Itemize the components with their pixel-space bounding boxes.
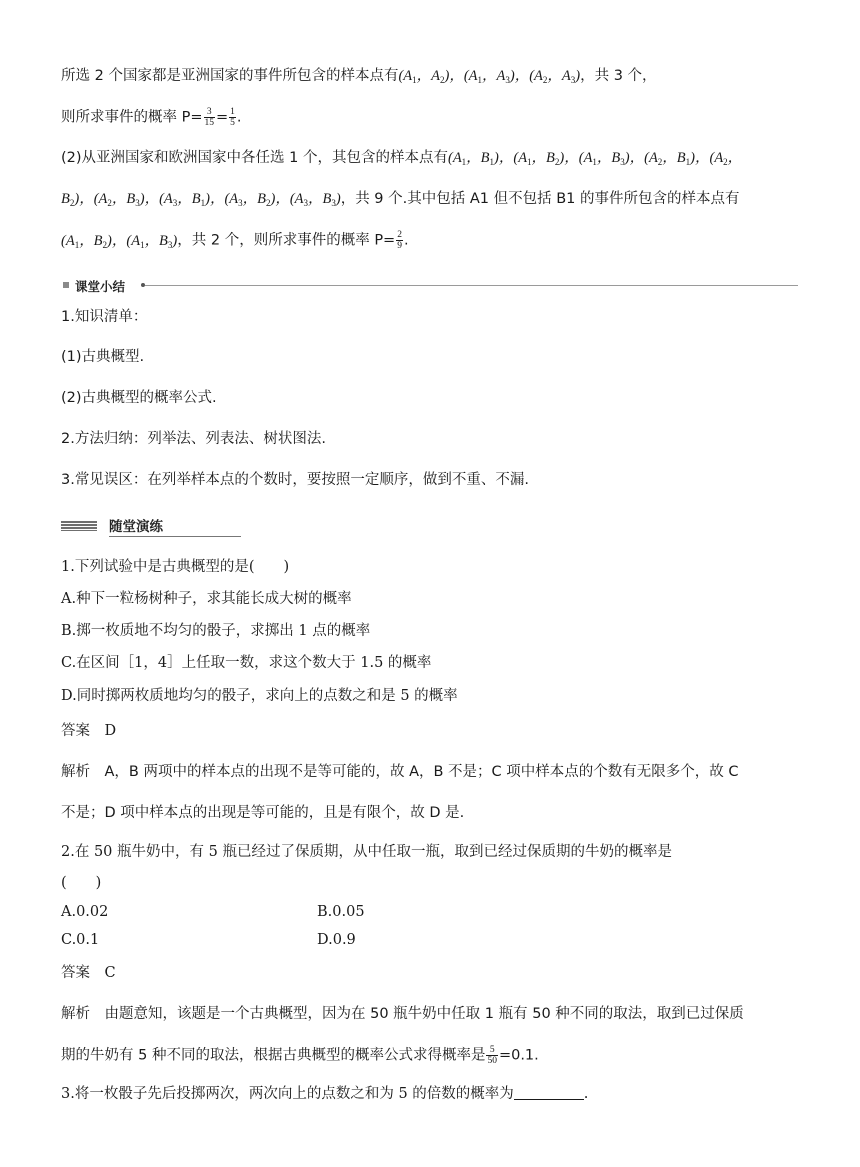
numerator: 1 — [230, 107, 235, 117]
analysis-1-line-1 — [61, 762, 739, 782]
analysis-label: 解析 — [61, 764, 90, 780]
summary-line: (2)古典概型的概率公式. — [61, 390, 217, 406]
text: 则所求事件的概率 P= — [61, 109, 203, 126]
sample-points: ($A_1$，$B_1$)，($A_1$，$B_2$)，($A_1$，$B_3$)，($A_2$，$B_1$)，($A_2$， — [447, 150, 743, 167]
text: ，共 3 个， — [580, 68, 657, 84]
divider — [145, 285, 798, 286]
bullet-square-icon — [63, 282, 69, 288]
text: =0.1. — [498, 1047, 539, 1064]
denominator: 9 — [397, 241, 402, 251]
text: ，共 9 个.其中包括 A1 但不包括 B1 的事件所包含的样本点有 — [340, 191, 740, 207]
striped-bar-icon — [61, 521, 97, 531]
text: . — [583, 1086, 589, 1102]
option-d: D.0.9 — [317, 932, 356, 948]
option-c: C.在区间［1，4］上任取一数，求这个数大于 1.5 的概率 — [61, 655, 432, 671]
section-title: 随堂演练 — [109, 519, 163, 535]
analysis-2-line-2 — [61, 1045, 539, 1066]
text: 3.将一枚骰子先后投掷两次，两次向上的点数之和为 5 的倍数的概率为 — [61, 1086, 514, 1102]
answer-blank[interactable] — [514, 1085, 584, 1100]
example-line-4 — [61, 189, 740, 213]
sample-points: ($A_1$，$A_2$)，($A_1$，$A_3$)，($A_2$，$A_3$) — [398, 68, 581, 85]
example-line-2 — [61, 107, 242, 128]
denominator: 50 — [487, 1056, 497, 1066]
analysis-label: 解析 — [61, 1006, 90, 1022]
analysis-1-line-2: 不是；D 项中样本点的出现是等可能的，且是有限个，故 D 是. — [61, 805, 465, 821]
text: 期的牛奶有 5 种不同的取法，根据古典概型的概率公式求得概率是 — [61, 1047, 486, 1064]
option-a: A.0.02 — [61, 904, 109, 920]
analysis-2-line-1 — [61, 1004, 744, 1024]
example-line-3 — [61, 148, 742, 172]
text: . — [236, 109, 242, 126]
option-b: B.0.05 — [317, 904, 365, 920]
answer-label: 答案 — [61, 965, 90, 981]
fraction — [396, 230, 403, 251]
example-line-5 — [61, 230, 409, 255]
answer-2 — [61, 963, 116, 983]
denominator: 5 — [230, 118, 235, 128]
question-2-paren: ( ) — [61, 875, 102, 891]
fraction — [204, 107, 216, 128]
numerator: 2 — [397, 230, 402, 240]
divider — [109, 536, 241, 537]
option-d: D.同时掷两枚质地均匀的骰子，求向上的点数之和是 5 的概率 — [61, 688, 458, 704]
question-1-stem: 1.下列试验中是古典概型的是( ) — [61, 559, 290, 575]
text: = — [216, 109, 229, 126]
text: . — [403, 232, 409, 249]
fraction — [486, 1045, 498, 1066]
summary-line: 2.方法归纳：列举法、列表法、树状图法. — [61, 431, 326, 447]
denominator: 15 — [204, 118, 215, 128]
answer-1 — [61, 721, 116, 741]
option-a: A.种下一粒杨树种子，求其能长成大树的概率 — [61, 591, 352, 607]
section-header-practice — [61, 515, 261, 535]
answer-label: 答案 — [61, 723, 90, 739]
text: 由题意知，该题是一个古典概型，因为在 50 瓶牛奶中任取 1 瓶有 50 种不同的取法，取到已过保质 — [104, 1006, 744, 1022]
summary-line: (1)古典概型. — [61, 349, 145, 365]
question-2-stem: 2.在 50 瓶牛奶中，有 5 瓶已经过了保质期，从中任取一瓶，取到已经过保质期的牛奶的概率是 — [61, 844, 672, 860]
text: 所选 2 个国家都是亚洲国家的事件所包含的样本点有 — [61, 68, 399, 84]
question-3-stem — [61, 1084, 588, 1104]
summary-line: 1.知识清单： — [61, 309, 148, 325]
section-header-summary — [61, 278, 798, 294]
numerator: 3 — [204, 107, 216, 118]
sample-points: $B_2$)，($A_2$，$B_3$)，($A_3$，$B_1$)，($A_3$，$B_2$)，($A_3$，$B_3$) — [61, 191, 341, 208]
option-b: B.掷一枚质地不均匀的骰子，求掷出 1 点的概率 — [61, 623, 371, 639]
text: ，共 2 个，则所求事件的概率 P= — [177, 232, 396, 249]
option-c: C.0.1 — [61, 932, 100, 948]
fraction — [229, 107, 236, 128]
text: A，B 两项中的样本点的出现不是等可能的，故 A，B 不是；C 项中样本点的个数有无限多个，故 C — [104, 764, 739, 780]
answer-value: C — [104, 965, 116, 981]
answer-value: D — [104, 723, 117, 739]
section-title: 课堂小结 — [75, 279, 126, 294]
text: (2)从亚洲国家和欧洲国家中各任选 1 个，其包含的样本点有 — [61, 150, 448, 166]
example-line-1 — [61, 66, 657, 90]
summary-line: 3.常见误区：在列举样本点的个数时，要按照一定顺序，做到不重、不漏. — [61, 472, 529, 488]
sample-points: ($A_1$，$B_2$)，($A_1$，$B_3$) — [61, 232, 178, 250]
numerator: 5 — [486, 1045, 498, 1056]
